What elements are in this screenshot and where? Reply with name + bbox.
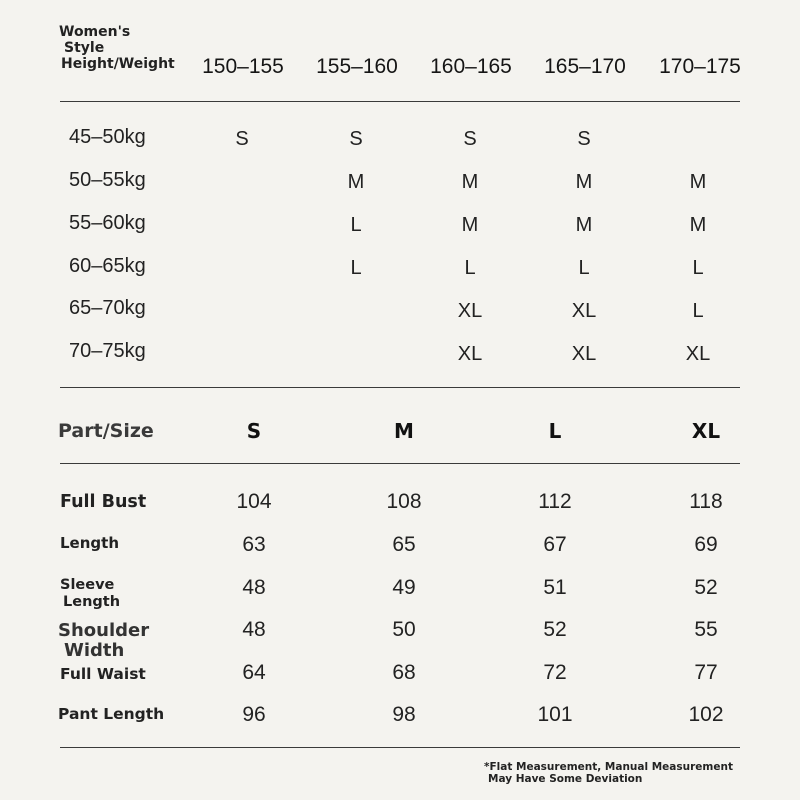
- size-cell: XL: [457, 300, 483, 322]
- footnote-line-1: *Flat Measurement, Manual Measurement: [484, 761, 733, 773]
- measurement-label: Full Bust: [60, 492, 147, 512]
- measurement-label: Length: [60, 534, 119, 552]
- weight-label: 70–75kg: [69, 340, 146, 362]
- measurement-label-line: Width: [64, 640, 125, 661]
- size-header: XL: [691, 419, 721, 443]
- size-cell: M: [689, 214, 707, 236]
- size-cell: M: [689, 171, 707, 193]
- corner-line-3: Height/Weight: [61, 56, 175, 72]
- size-cell: L: [578, 257, 590, 279]
- size-cell: S: [349, 128, 363, 150]
- size-cell: XL: [685, 343, 711, 365]
- size-header: S: [246, 419, 262, 443]
- size-header: M: [394, 419, 414, 443]
- measurement-value: 77: [694, 661, 718, 684]
- height-header: 165–170: [544, 55, 626, 78]
- measurement-value: 69: [694, 533, 718, 556]
- divider: [60, 463, 740, 464]
- size-cell: L: [692, 300, 704, 322]
- measurement-value: 112: [538, 490, 572, 513]
- measurement-value: 63: [242, 533, 266, 556]
- footnote: [484, 761, 733, 785]
- height-header: 170–175: [659, 55, 741, 78]
- weight-label: 45–50kg: [69, 126, 146, 148]
- height-header: 155–160: [316, 55, 398, 78]
- height-header: 160–165: [430, 55, 512, 78]
- measurement-value: 65: [392, 533, 416, 556]
- corner-header: [59, 24, 175, 72]
- measurement-value: 52: [543, 618, 567, 641]
- measurement-value: 67: [543, 533, 567, 556]
- size-cell: XL: [571, 300, 597, 322]
- size-cell: XL: [457, 343, 483, 365]
- measurement-value: 48: [242, 618, 266, 641]
- size-cell: L: [350, 257, 362, 279]
- measurement-label-line: Length: [63, 594, 121, 610]
- weight-label: 50–55kg: [69, 169, 146, 191]
- height-header: 150–155: [202, 55, 284, 78]
- measurement-value: 96: [242, 703, 266, 726]
- corner-line-1: Women's: [59, 24, 131, 40]
- size-cell: M: [461, 171, 479, 193]
- measurement-value: 108: [386, 490, 422, 513]
- size-cell: XL: [571, 343, 597, 365]
- measurement-value: 98: [392, 703, 416, 726]
- measurement-value: 68: [392, 661, 416, 684]
- size-cell: S: [463, 128, 477, 150]
- measurement-value: 51: [543, 576, 567, 599]
- size-header: L: [548, 419, 562, 443]
- weight-label: 60–65kg: [69, 255, 146, 277]
- measurement-label: [60, 577, 120, 611]
- measurement-value: 104: [236, 490, 272, 513]
- measurement-label: Pant Length: [58, 705, 165, 723]
- measurement-value: 52: [694, 576, 718, 599]
- measurement-value: 118: [689, 490, 723, 513]
- measurement-label-line: Sleeve: [60, 577, 115, 593]
- divider: [60, 101, 740, 102]
- measurement-value: 102: [688, 703, 724, 726]
- size-cell: M: [575, 214, 593, 236]
- measurement-value: 101: [537, 703, 573, 726]
- measurement-value: 55: [694, 618, 718, 641]
- measurement-label: [58, 621, 149, 661]
- size-cell: M: [461, 214, 479, 236]
- measurement-label: Full Waist: [60, 665, 146, 683]
- measurement-label-line: Shoulder: [58, 620, 150, 641]
- size-cell: S: [577, 128, 591, 150]
- size-cell: S: [235, 128, 249, 150]
- measurement-value: 50: [392, 618, 416, 641]
- measurement-value: 64: [242, 661, 266, 684]
- corner-line-2: Style: [64, 40, 105, 56]
- divider: [60, 387, 740, 388]
- measurement-value: 72: [543, 661, 567, 684]
- size-cell: L: [464, 257, 476, 279]
- weight-label: 65–70kg: [69, 297, 146, 319]
- divider: [60, 747, 740, 748]
- footnote-line-2: May Have Some Deviation: [488, 773, 643, 785]
- size-cell: L: [350, 214, 362, 236]
- size-cell: L: [692, 257, 704, 279]
- measurement-value: 48: [242, 576, 266, 599]
- size-cell: M: [575, 171, 593, 193]
- part-size-title: Part/Size: [58, 420, 154, 442]
- measurement-value: 49: [392, 576, 416, 599]
- weight-label: 55–60kg: [69, 212, 146, 234]
- size-cell: M: [347, 171, 365, 193]
